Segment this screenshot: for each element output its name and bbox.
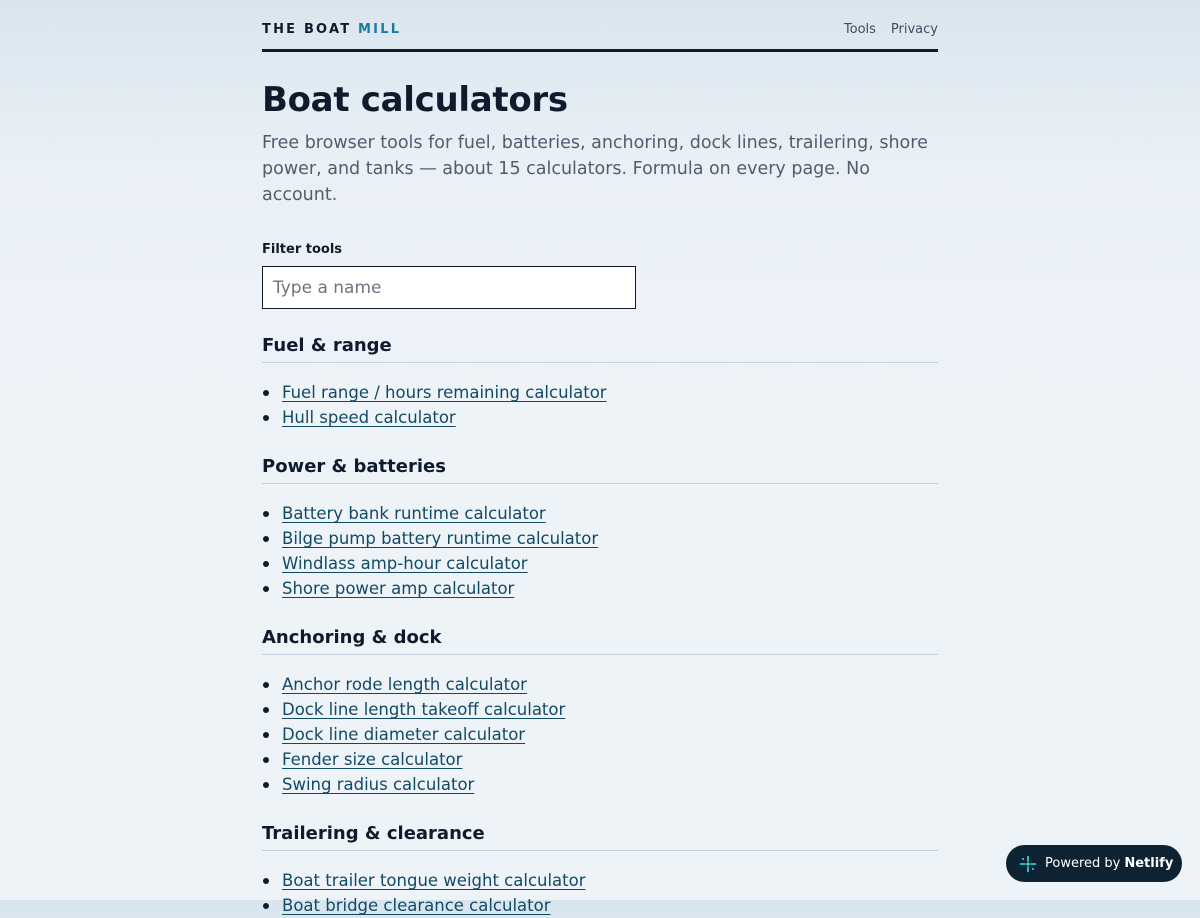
list-item (262, 672, 938, 697)
list-item (262, 722, 938, 747)
section-trailering-clearance (262, 823, 938, 918)
tool-link-shore-power[interactable]: Shore power amp calculator (282, 579, 515, 598)
list-item (262, 893, 938, 918)
list-item (262, 380, 938, 405)
section-heading: Trailering & clearance (262, 823, 938, 851)
top-nav (844, 22, 938, 38)
tool-list (262, 868, 938, 918)
list-item (262, 697, 938, 722)
section-anchoring-dock (262, 627, 938, 797)
tool-link-dock-line-diameter[interactable]: Dock line diameter calculator (282, 725, 526, 744)
section-heading: Anchoring & dock (262, 627, 938, 655)
tool-link-swing-radius[interactable]: Swing radius calculator (282, 775, 475, 794)
list-item (262, 526, 938, 551)
tool-link-fuel-range[interactable]: Fuel range / hours remaining calculator (282, 383, 607, 402)
list-item (262, 747, 938, 772)
badge-prefix: Powered by (1045, 855, 1121, 871)
nav-link-tools[interactable]: Tools (843, 22, 876, 37)
nav-link-privacy[interactable]: Privacy (890, 22, 938, 37)
section-power-batteries (262, 456, 938, 601)
tool-link-windlass[interactable]: Windlass amp-hour calculator (282, 554, 528, 573)
tool-list (262, 672, 938, 797)
list-item (262, 576, 938, 601)
page-container (262, 0, 938, 918)
list-item (262, 551, 938, 576)
tool-link-bridge-clearance[interactable]: Boat bridge clearance calculator (282, 896, 551, 915)
tool-list (262, 380, 938, 430)
tool-link-anchor-rode[interactable]: Anchor rode length calculator (282, 675, 527, 694)
section-heading: Fuel & range (262, 335, 938, 363)
tool-link-battery-bank[interactable]: Battery bank runtime calculator (282, 504, 546, 523)
site-header (262, 0, 938, 52)
tool-link-fender-size[interactable]: Fender size calculator (282, 750, 463, 769)
page-title: Boat calculators (262, 80, 568, 120)
filter-label: Filter tools (262, 242, 343, 257)
site-brand-link[interactable] (262, 22, 401, 38)
netlify-badge-link[interactable] (1006, 845, 1182, 882)
page-intro: Free browser tools for fuel, batteries, anchoring, dock lines, trailering, shore power, and tanks — about 15 calculators. Formula on every page. No account. (262, 133, 928, 205)
tool-link-hull-speed[interactable]: Hull speed calculator (282, 408, 456, 427)
section-fuel-range (262, 335, 938, 430)
list-item (262, 868, 938, 893)
list-item (262, 405, 938, 430)
badge-brand: Netlify (1124, 855, 1174, 871)
section-heading: Power & batteries (262, 456, 938, 484)
tool-link-tongue-weight[interactable]: Boat trailer tongue weight calculator (282, 871, 586, 890)
list-item (262, 772, 938, 797)
tool-link-bilge-pump[interactable]: Bilge pump battery runtime calculator (282, 529, 599, 548)
brand-prefix: THE BOAT (262, 22, 352, 37)
tool-list (262, 501, 938, 601)
list-item (262, 501, 938, 526)
netlify-logo-icon (1019, 855, 1037, 873)
tool-link-dock-line-length[interactable]: Dock line length takeoff calculator (282, 700, 566, 719)
filter-input[interactable] (262, 266, 636, 309)
brand-accent: MILL (358, 22, 402, 37)
